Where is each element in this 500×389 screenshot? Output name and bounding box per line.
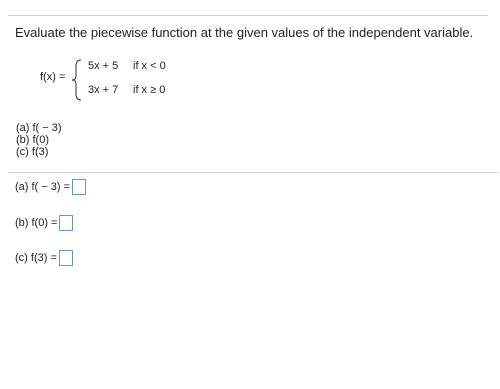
answer-b-input[interactable] [59, 215, 73, 231]
parts-list [16, 122, 62, 158]
answer-row-b [15, 215, 73, 231]
part-b: (b) f(0) [16, 134, 49, 146]
answer-a-input[interactable] [72, 179, 86, 195]
answer-row-a [15, 179, 86, 195]
answer-b-label: (b) f(0) = [15, 217, 58, 229]
case-2-expression: 3x + 7 [88, 84, 119, 96]
section-divider [8, 172, 498, 173]
part-a: (a) f( − 3) [16, 122, 62, 134]
case-2-condition: if x ≥ 0 [133, 84, 166, 96]
function-label: f(x) = [40, 71, 66, 83]
case-1-expression: 5x + 5 [88, 60, 119, 72]
answer-a-label: (a) f( − 3) = [15, 181, 71, 193]
question-instruction: Evaluate the piecewise function at the given values of the independent variable. [15, 25, 474, 40]
part-c: (c) f(3) [16, 146, 49, 158]
left-brace-icon [71, 58, 83, 102]
answer-c-input[interactable] [59, 250, 73, 266]
top-divider [8, 15, 488, 16]
answer-c-label: (c) f(3) = [15, 252, 57, 264]
answer-row-c [15, 250, 73, 266]
case-1-condition: if x < 0 [133, 60, 166, 72]
